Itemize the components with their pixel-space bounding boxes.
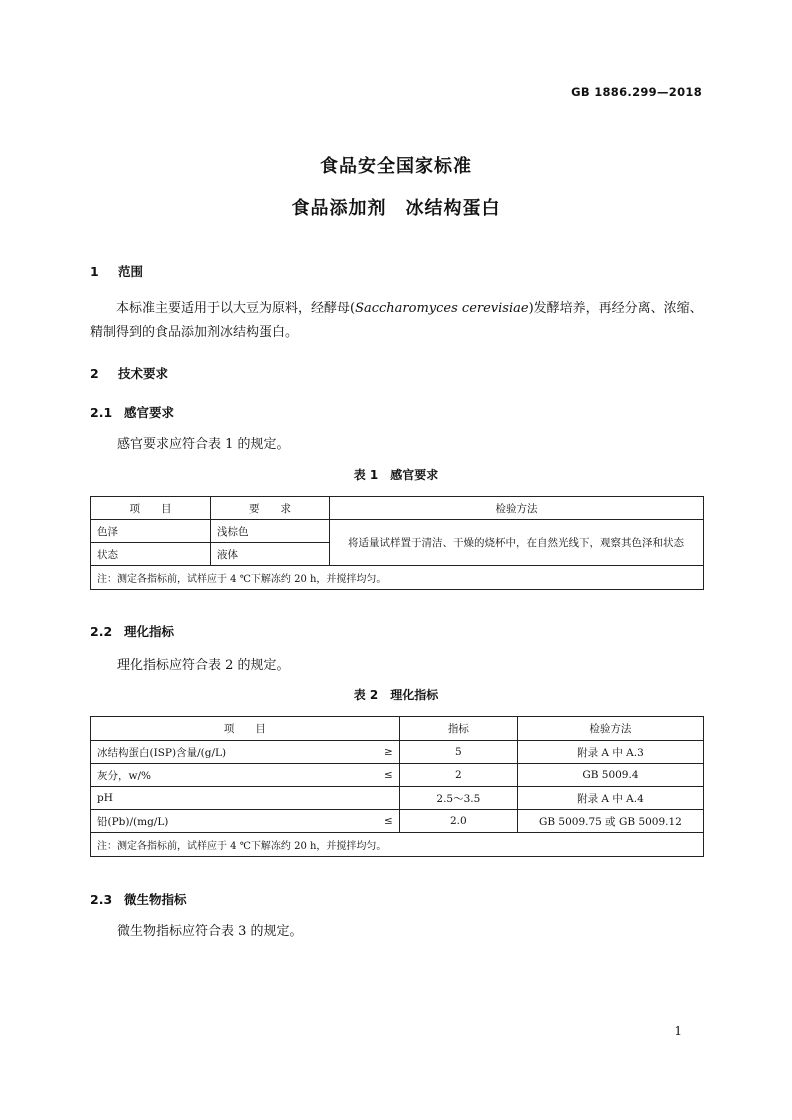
table-cell: 附录 A 中 A.3 <box>517 741 703 764</box>
species-name: Saccharomyces cerevisiae <box>355 301 529 316</box>
section-title: 技术要求 <box>118 366 169 381</box>
table-cell: 状态 <box>91 543 211 566</box>
comparison-symbol: ≤ <box>373 764 400 787</box>
table-cell: 浅棕色 <box>211 520 330 543</box>
table1-intro: 感官要求应符合表 1 的规定。 <box>117 437 290 452</box>
table-cell: GB 5009.75 或 GB 5009.12 <box>517 810 703 833</box>
scope-paragraph <box>90 297 704 345</box>
section-number: 2.3 <box>90 892 113 907</box>
table-cell: 色泽 <box>91 520 211 543</box>
table-cell: 冰结构蛋白(ISP)含量/(g/L) <box>91 741 373 764</box>
table-header: 要 求 <box>211 497 330 520</box>
table-cell: 将适量试样置于清洁、干燥的烧杯中，在自然光线下，观察其色泽和状态 <box>330 520 704 566</box>
section-number: 2.2 <box>90 624 113 639</box>
table-header: 检验方法 <box>330 497 704 520</box>
comparison-symbol <box>373 787 400 810</box>
table-header: 检验方法 <box>517 717 703 741</box>
table-note: 注：测定各指标前，试样应于 4 ℃下解冻约 20 h，并搅拌均匀。 <box>91 833 704 857</box>
table-header: 指标 <box>399 717 517 741</box>
table-cell: 2 <box>399 764 517 787</box>
section-title: 微生物指标 <box>124 892 187 907</box>
table-cell: 2.0 <box>399 810 517 833</box>
section-title: 范围 <box>118 264 144 279</box>
section-2-1-heading <box>90 403 174 421</box>
comparison-symbol: ≥ <box>373 741 400 764</box>
page-number: 1 <box>674 1024 682 1038</box>
table-cell: GB 5009.4 <box>517 764 703 787</box>
scope-text-b: )发酵培养，再经分离、浓缩、精制得到的食品添加剂冰结构蛋白。 <box>90 301 703 340</box>
section-2-2-heading <box>90 622 174 640</box>
section-number: 2.1 <box>90 405 113 420</box>
table-cell: 液体 <box>211 543 330 566</box>
section-title: 理化指标 <box>124 624 175 639</box>
table-cell: 5 <box>399 741 517 764</box>
document-title: 食品安全国家标准 <box>320 156 472 177</box>
table1-caption: 表 1 感官要求 <box>353 468 439 482</box>
table-cell: 灰分，w/% <box>91 764 373 787</box>
table-cell: pH <box>91 787 373 810</box>
section-1-heading <box>90 262 143 280</box>
scope-text-a: 本标准主要适用于以大豆为原料，经酵母( <box>116 301 356 316</box>
document-subtitle: 食品添加剂 冰结构蛋白 <box>291 198 501 219</box>
comparison-symbol: ≤ <box>373 810 400 833</box>
section-2-3-heading <box>90 890 187 908</box>
table-note: 注：测定各指标前，试样应于 4 ℃下解冻约 20 h，并搅拌均匀。 <box>91 566 704 590</box>
table2-intro: 理化指标应符合表 2 的规定。 <box>117 658 290 673</box>
sensory-table <box>90 496 704 590</box>
section-number: 1 <box>90 264 99 279</box>
table-header: 项 目 <box>91 717 400 741</box>
standard-code: GB 1886.299—2018 <box>571 85 702 99</box>
table-cell: 2.5～3.5 <box>399 787 517 810</box>
table2-caption: 表 2 理化指标 <box>353 688 439 702</box>
section-title: 感官要求 <box>124 405 175 420</box>
table-cell: 铅(Pb)/(mg/L) <box>91 810 373 833</box>
table-header: 项 目 <box>91 497 211 520</box>
table3-intro: 微生物指标应符合表 3 的规定。 <box>117 924 303 939</box>
section-2-heading <box>90 364 168 382</box>
table-cell: 附录 A 中 A.4 <box>517 787 703 810</box>
section-number: 2 <box>90 366 99 381</box>
physicochemical-table <box>90 716 704 857</box>
